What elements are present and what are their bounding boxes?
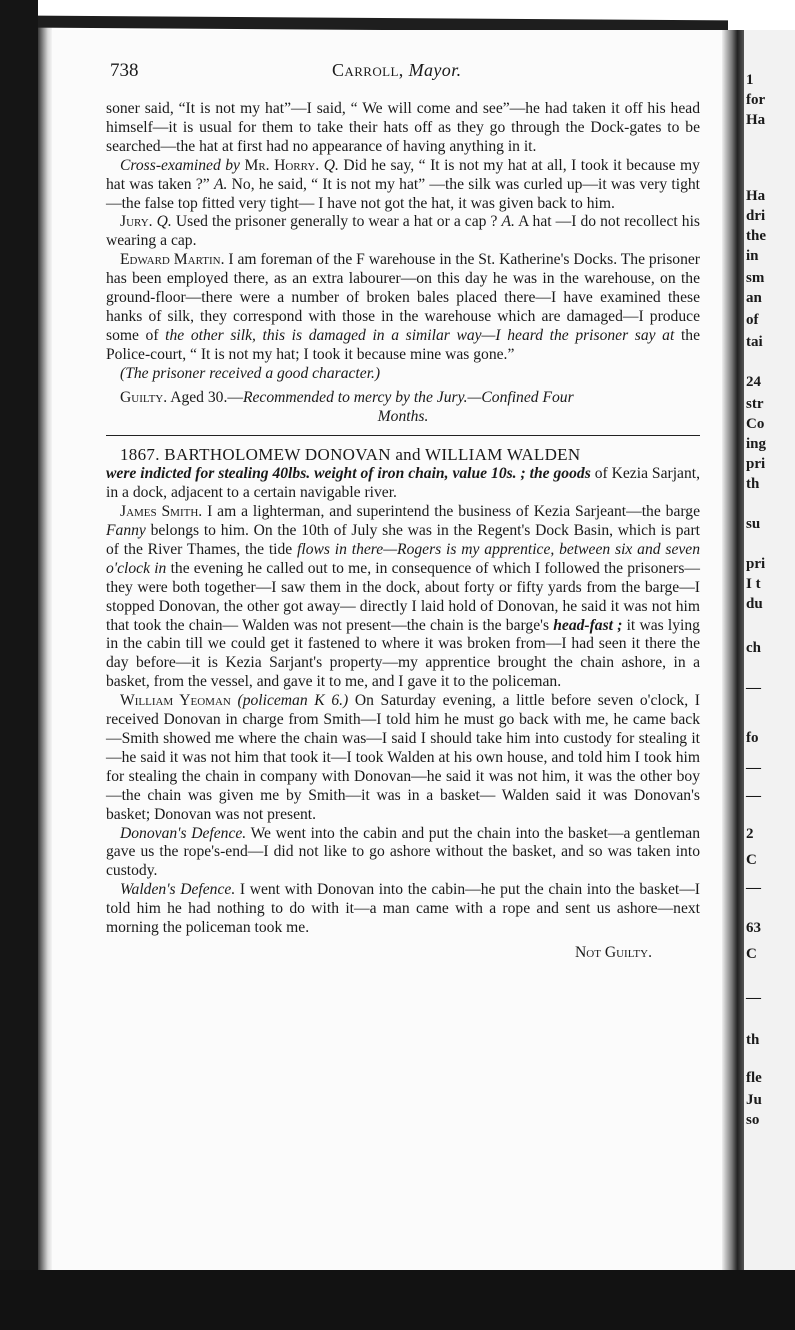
right-page-text-fragment: — (746, 788, 761, 804)
verdict: Not Guilty. (575, 943, 652, 961)
paragraph (106, 157, 700, 214)
speaker-role: (policeman K 6.) (237, 692, 349, 710)
right-page-text-fragment: I t (746, 576, 761, 592)
right-page-text-fragment: 2 (746, 826, 754, 842)
case-divider (106, 435, 700, 436)
right-page-text-fragment: C (746, 852, 757, 868)
paragraph (106, 881, 700, 938)
paragraph (106, 692, 700, 824)
running-title (332, 60, 462, 81)
right-page-text-fragment: fle (746, 1070, 762, 1086)
barge-name: Fanny (106, 522, 146, 540)
right-page-text-fragment: 1 (746, 72, 754, 88)
italic-text: head-fast ; (553, 616, 623, 634)
text: I went with Donovan into the cabin—he put the chain into the basket—I told him he had nothing to do with it—a man came with a rope and sent us ashore—next morning the policeman took me. (106, 881, 700, 937)
question-marker: Q. (156, 213, 172, 231)
right-page-text-fragment: — (746, 880, 761, 896)
right-page-text-fragment: pri (746, 456, 766, 472)
right-page-text-fragment: Ha (746, 188, 766, 204)
text: belongs to him. On the 10th of July she was in the Regent's Dock Basin, which is part of the River Thames, the tide (106, 522, 700, 558)
right-page-text-fragment: du (746, 596, 763, 612)
right-page-text-fragment: the (746, 228, 766, 244)
text: I am foreman of the F warehouse in the St. Katherine's Docks. The prisoner has been employed there, as an extra labourer—on this day he was in the warehouse, on the ground-floor—there were a number of broken bales placed there—I have examined these hanks of silk, they correspond with those in the warehouse which are damaged—I produce some of (106, 251, 700, 344)
speaker-name: James Smith. (120, 503, 203, 521)
verdict: Guilty. (120, 388, 168, 406)
answer-marker: A. (213, 175, 228, 193)
right-page-text-fragment: Ha (746, 112, 766, 128)
right-page-text-fragment: for (746, 92, 766, 108)
right-page-text-fragment: ing (746, 436, 767, 452)
right-page-text-fragment: sm (746, 270, 765, 286)
text: A hat —I do not recollect his wearing a cap. (106, 213, 700, 250)
page-body (106, 100, 700, 963)
defence-label: Walden's Defence. (120, 881, 236, 899)
right-page-text-fragment: dri (746, 208, 766, 224)
right-page-text-fragment: Ju (746, 1092, 762, 1108)
right-page-text-fragment: — (746, 680, 761, 696)
right-page-text-fragment: so (746, 1112, 760, 1128)
speaker-name: Edward Martin. (120, 251, 225, 269)
book-spine-gutter (722, 30, 744, 1270)
answer-marker: A. (501, 213, 515, 231)
cross-exam-label: Cross-examined by (120, 156, 240, 174)
indictment: were indicted for stealing 40lbs. weight of iron chain, value 10s. ; the goods (106, 465, 591, 483)
text: On Saturday evening, a little before seven o'clock, I received Donovan in charge from Smith—I told him he must go back with me, he came back—Smith showed me where the chain was—I said I should take him into custody for stealing it—he said it was not him that took it—I took Walden at his own house, and told him I took him for stealing the chain in company with Donovan—he said it was not him, it was the other boy—the chain was given me by Smith—it was in a basket— Walden said it was Donovan's basket; Donovan was not present. (106, 692, 700, 823)
right-page-text-fragment: an (746, 290, 762, 306)
italic-text: the other silk, this is damaged in a similar way—I heard the prisoner say at (165, 326, 675, 344)
sentence-continued: Months. (377, 407, 429, 425)
text: Did he say, “ It is not my hat at all, I took it because my hat was taken ?” (106, 156, 700, 193)
right-page-text-fragment: — (746, 990, 761, 1006)
paragraph: (The prisoner received a good character.) (120, 364, 381, 382)
right-page-text-fragment: 24 (746, 374, 761, 390)
paragraph (106, 465, 700, 503)
right-page-text-fragment: of (746, 312, 759, 328)
paragraph (106, 825, 700, 882)
right-page-text-fragment: C (746, 946, 757, 962)
right-page-text-fragment: in (746, 248, 759, 264)
speaker-name: Jury. (120, 213, 153, 231)
text: Used the prisoner generally to wear a hat or a cap ? (175, 213, 498, 231)
text: it was lying in the cabin till we could get it fastened to where it was broken from—I had seen it there the day before—it is Kezia Sarjant's property—my apprentice brought the chain ashore, in a basket, from the vessel, and gave it to me, and I gave it to the policeman. (106, 616, 700, 691)
page-curl-shadow (38, 20, 52, 1270)
text: No, he said, “ It is not my hat” —the silk was curled up—it was very tight—the false top fitted very tight— I have not got the hat, it was given back to him. (106, 175, 700, 212)
running-title-name: Carroll, (332, 60, 404, 80)
right-page-text-fragment: 63 (746, 920, 761, 936)
question-marker: Q. (323, 156, 339, 174)
right-page-text-fragment: pri (746, 556, 766, 572)
case-heading: 1867. BARTHOLOMEW DONOVAN and WILLIAM WALDEN (120, 445, 581, 465)
text: of Kezia Sarjant, in a dock, adjacent to a certain navigable river. (106, 465, 700, 502)
paragraph (106, 503, 700, 692)
text: the Police-court, “ It is not my hat; I took it because mine was gone.” (106, 326, 701, 363)
right-page-text-fragment: th (746, 1032, 760, 1048)
right-page-text-fragment: str (746, 396, 764, 412)
text: We went into the cabin and put the chain into the basket—a gentleman gave us the rope's-end—I did not like to go ashore without the basket, and so was taken into custody. (106, 824, 700, 880)
right-page-fragment (744, 30, 795, 1270)
paragraph (106, 251, 700, 364)
text: I am a lighterman, and superintend the business of Kezia Sarjeant—the barge (207, 503, 700, 521)
right-page-text-fragment: fo (746, 730, 759, 746)
book-left-edge (0, 0, 38, 1330)
right-page-text-fragment: — (746, 760, 761, 776)
right-page-text-fragment: Co (746, 416, 765, 432)
running-title-role: Mayor. (408, 60, 462, 80)
page-header (110, 60, 700, 86)
speaker-name: Mr. Horry. (244, 156, 320, 174)
age: Aged 30.— (170, 388, 243, 406)
right-page-text-fragment: th (746, 476, 760, 492)
defence-label: Donovan's Defence. (120, 824, 247, 842)
sentence: Recommended to mercy by the Jury.—Confined Four (242, 388, 574, 406)
page-number: 738 (110, 60, 139, 81)
paragraph (106, 213, 700, 251)
text: the evening he called out to me, in consequence of which I followed the prisoners—they were both together—I saw them in the dock, about forty or fifty yards from the barge—I stopped Donovan, the other got away— directly I laid hold of Donovan, he said it was not him that took the chain— Walden was not present—the chain is the barge's (106, 559, 700, 634)
book-bottom-edge (0, 1270, 795, 1330)
paragraph: soner said, “It is not my hat”—I said, “ We will come and see”—he had taken it off his head himself—it is usual for them to take their hats off as they go through the Dock-gates to be searched—the hat at first had no appearance of having anything in it. (106, 100, 700, 155)
speaker-name: William Yeoman (120, 692, 231, 710)
italic-text: flows in there—Rogers is my apprentice, between six and seven o'clock in (106, 540, 700, 577)
right-page-text-fragment: ch (746, 640, 761, 656)
paragraph (106, 389, 700, 408)
right-page-text-fragment: tai (746, 334, 763, 350)
right-page-text-fragment: su (746, 516, 761, 532)
